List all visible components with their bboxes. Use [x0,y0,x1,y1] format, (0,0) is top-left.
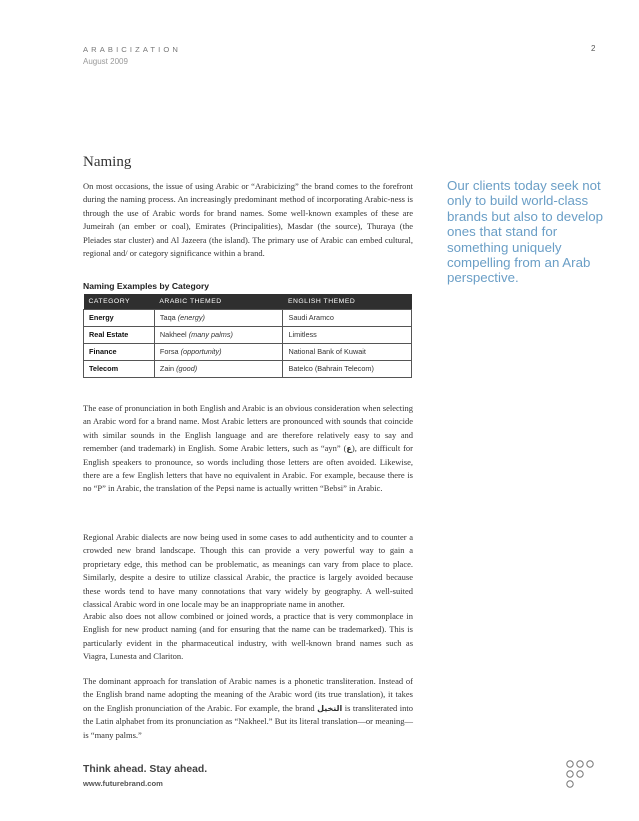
arabic-themed-cell [154,360,283,377]
arabic-letter-ayn: ع [346,444,352,454]
footer-slogan: Think ahead. Stay ahead. [83,764,208,775]
dialects-paragraph: Regional Arabic dialects are now being used in some cases to add authenticity and to counter a crowded new brand landscape. Though this can provide a very powerful way to gain a proprietary edge, this method can be problematic, as meanings can vary from place to place. Similarly, despite a desire to utilize classical Arabic, the practice is largely avoided because these words tend to have many connotations that vary widely by geography. A well-suited classical Arabic word in one locale may be an inappropriate name in another. [83,532,413,610]
section-heading: Naming [83,154,132,170]
column-header-english-themed: ENGLISH THEMED [283,294,412,309]
arabic-meaning: (opportunity) [180,347,222,356]
arabic-meaning: (many palms) [188,330,233,339]
combined-words-paragraph: Arabic also does not allow combined or joined words, a practice that is very commonplace in English for new product naming (and for ensuring that the name can be trademarked). This is particularly evident in the pharmaceutical industry, with well-known brand names such as Viagra, Lunesta and Clariton. [83,611,413,662]
intro-paragraph: On most occasions, the issue of using Arabic or “Arabicizing” the brand comes to the forefront during the naming process. An increasingly predominant method of incorporating Arabic-ness is through the use of Arabic words for brand names. Some well-known examples of these are Jumeirah (an ember or coal), Emirates (Principalities), Masdar (the source), Thuraya (the Pleiades star cluster) and Al Jazeera (the island). The primary use of Arabic can embed cultural, regional and/ or category significance within a brand. [83,181,413,259]
transliteration-paragraph [83,675,413,742]
english-themed-cell: Limitless [283,326,412,343]
document-title: ARABICIZATION [83,45,181,54]
category-cell: Real Estate [84,326,155,343]
table-row [84,326,412,343]
table-row [84,360,412,377]
arabic-themed-cell [154,309,283,326]
arabic-meaning: (good) [176,364,198,373]
table-header-row [84,294,412,309]
arabic-themed-cell [154,343,283,360]
table-row [84,309,412,326]
document-date: August 2009 [83,57,128,66]
arabic-name: Forsa [159,347,179,356]
column-header-category: CATEGORY [84,294,155,309]
pronunciation-paragraph [83,402,413,496]
arabic-name: Nakheel [159,330,187,339]
paragraph-text: is transliterated into the Latin alphabet from its pronunciation as “Nakheel.” But its literal translation—or meaning—is “many palms.” [83,702,413,740]
category-cell: Finance [84,343,155,360]
paragraph-text: The ease of pronunciation in both English and Arabic is an obvious consideration when selecting an Arabic word for a brand name. Most Arabic letters are pronounced with sounds that coincide with similar sounds in the English language and are therefore relatively easy to say and remember (and trademark) in English. Some Arabic letters, such as “ayn” ( [83,403,413,454]
arabic-name: Taqa [159,313,176,322]
arabic-brand-word: النخيل [317,703,343,713]
page-number: 2 [591,44,596,53]
english-themed-cell: Saudi Aramco [283,309,412,326]
futurebrand-logo-icon [566,760,596,790]
arabic-themed-cell [154,326,283,343]
english-themed-cell: Batelco (Bahrain Telecom) [283,360,412,377]
arabic-meaning: (energy) [177,313,205,322]
category-cell: Energy [84,309,155,326]
naming-examples-table [83,294,412,378]
footer-website-link[interactable]: www.futurebrand.com [83,779,163,788]
pull-quote: Our clients today seek not only to build world-class brands but also to develop ones that stand for something uniquely compelling from an Arab perspective. [447,178,603,286]
table-row [84,343,412,360]
paragraph-text: The dominant approach for translation of Arabic names is a phonetic transliteration. Instead of the English brand name adopting the meaning of the Arabic word (its true translation), it takes on the English pronunciation of the Arabic. For example, the brand [83,676,413,713]
paragraph-text: ), are difficult for English speakers to pronounce, so words including those letters are often avoided. Likewise, there are a few English letters that have no equivalent in Arabic. For example, because there is no “P” in Arabic, the translation of the Pepsi name is actually written “Bebsi” in Arabic. [83,443,413,494]
column-header-arabic-themed: ARABIC THEMED [154,294,283,309]
arabic-name: Zain [159,364,175,373]
table-title: Naming Examples by Category [83,281,210,291]
category-cell: Telecom [84,360,155,377]
english-themed-cell: National Bank of Kuwait [283,343,412,360]
